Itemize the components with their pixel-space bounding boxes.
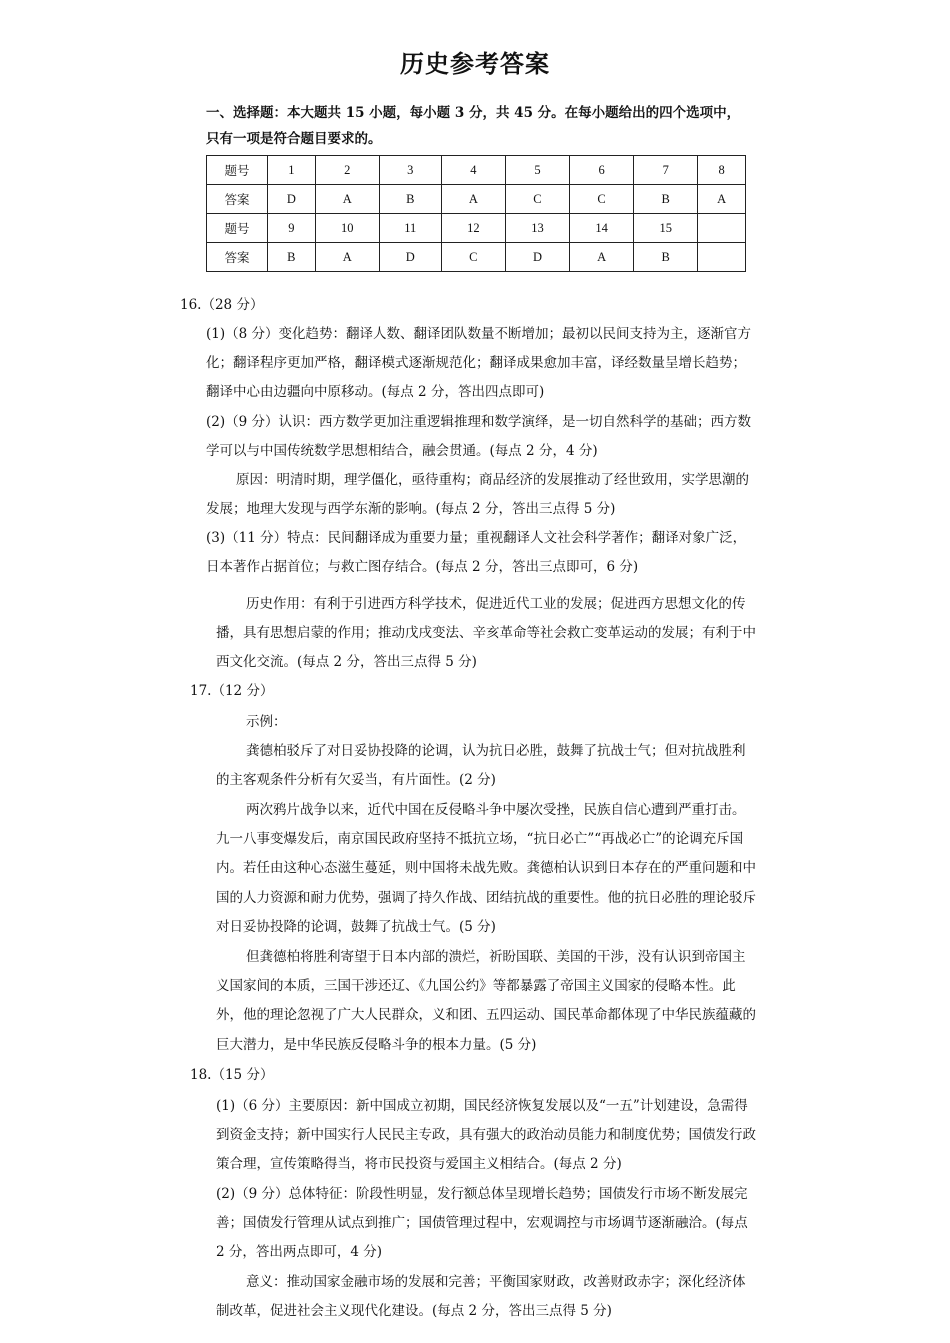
table-cell: B [634,185,698,214]
table-cell: A [698,185,746,214]
q17-example-label: 示例： [246,714,287,730]
table-cell [698,243,746,272]
table-cell: 9 [268,214,316,243]
table-cell: D [268,185,316,214]
table-row [207,156,746,185]
table-cell: A [441,185,505,214]
table-cell: D [379,243,441,272]
q17-paragraph-3: 但龚德柏将胜利寄望于日本内部的溃烂，祈盼国联、美国的干涉，没有认识到帝国主义国家间的本质，三国干涉还辽、《九国公约》等都暴露了帝国主义国家的侵略本性。此外，他的理论忽视了广大人民群众，义和团、五四运动、国民革命都体现了中华民族蕴藏的巨大潜力，是中华民族反侵略斗争的根本力量。(5 分) [216,949,756,1053]
table-cell: 6 [570,156,634,185]
table-cell: 10 [315,214,379,243]
table-cell: 4 [441,156,505,185]
row-label: 答案 [207,185,268,214]
table-cell: 2 [315,156,379,185]
q16-part1: (1)（8 分）变化趋势：翻译人数、翻译团队数量不断增加；最初以民间支持为主，逐渐官方化；翻译程序更加严格，翻译模式逐渐规范化；翻译成果愈加丰富，译经数量呈增长趋势；翻译中心由边疆向中原移动。(每点 2 分，答出四点即可) [206,326,752,401]
q18-part1: (1)（6 分）主要原因：新中国成立初期，国民经济恢复发展以及“一五”计划建设，急需得到资金支持；新中国实行人民民主专政，具有强大的政治动员能力和制度优势；国债发行政策合理，宣传策略得当，将市民投资与爱国主义相结合。(每点 2 分) [216,1098,756,1173]
table-cell: C [570,185,634,214]
section1-intro: 一、选择题：本大题共 15 小题，每小题 3 分，共 45 分。在每小题给出的四个选项中，只有一项是符合题目要求的。 [206,105,741,147]
table-cell: 15 [634,214,698,243]
table-cell: B [268,243,316,272]
table-row [207,185,746,214]
table-cell: A [570,243,634,272]
table-row [207,243,746,272]
q18-part2-significance: 意义：推动国家金融市场的发展和完善；平衡国家财政，改善财政赤字；深化经济体制改革，促进社会主义现代化建设。(每点 2 分，答出三点得 5 分) [216,1274,746,1320]
table-row [207,214,746,243]
answer-table [206,155,746,272]
table-cell: A [315,243,379,272]
table-cell: 5 [505,156,569,185]
q18-heading: 18.（15 分） [190,1067,274,1083]
table-cell: 11 [379,214,441,243]
page-title: 历史参考答案 [400,49,550,78]
table-cell: D [505,243,569,272]
q16-part2: (2)（9 分）认识：西方数学更加注重逻辑推理和数学演绎，是一切自然科学的基础；西方数学可以与中国传统数学思想相结合，融会贯通。(每点 2 分，4 分) [206,414,752,460]
table-cell: 3 [379,156,441,185]
table-cell: C [505,185,569,214]
table-cell: 14 [570,214,634,243]
table-cell: 7 [634,156,698,185]
table-cell [698,214,746,243]
row-label: 答案 [207,243,268,272]
table-cell: 1 [268,156,316,185]
q16-part2-reason: 原因：明清时期，理学僵化，亟待重构；商品经济的发展推动了经世致用，实学思潮的发展；地理大发现与西学东渐的影响。(每点 2 分，答出三点得 5 分) [206,472,749,518]
q17-paragraph-2: 两次鸦片战争以来，近代中国在反侵略斗争中屡次受挫，民族自信心遭到严重打击。九一八事变爆发后，南京国民政府坚持不抵抗立场，“抗日必亡”“再战必亡”的论调充斥国内。若任由这种心态滋生蔓延，则中国将未战先败。龚德柏认识到日本存在的严重问题和中国的人力资源和耐力优势，强调了持久作战、团结抗战的重要性。他的抗日必胜的理论驳斥对日妥协投降的论调，鼓舞了抗战士气。(5 分) [216,802,756,935]
row-label: 题号 [207,156,268,185]
table-cell: B [634,243,698,272]
table-cell: C [441,243,505,272]
q18-part2: (2)（9 分）总体特征：阶段性明显，发行额总体呈现增长趋势；国债发行市场不断发展完善；国债发行管理从试点到推广；国债管理过程中，宏观调控与市场调节逐渐融洽。(每点 2 分，答出两点即可，4 分) [216,1186,748,1261]
table-cell: 12 [441,214,505,243]
table-cell: B [379,185,441,214]
table-cell: 13 [505,214,569,243]
q17-heading: 17.（12 分） [190,683,274,699]
row-label: 题号 [207,214,268,243]
q17-paragraph-1: 龚德柏驳斥了对日妥协投降的论调，认为抗日必胜，鼓舞了抗战士气；但对抗战胜利的主客观条件分析有欠妥当，有片面性。(2 分) [216,743,746,789]
table-cell: 8 [698,156,746,185]
q16-part3: (3)（11 分）特点：民间翻译成为重要力量；重视翻译人文社会科学著作；翻译对象广泛，日本著作占据首位；与救亡图存结合。(每点 2 分，答出三点即可，6 分) [206,530,747,576]
table-cell: A [315,185,379,214]
q16-part3-effect: 历史作用：有利于引进西方科学技术，促进近代工业的发展；促进西方思想文化的传播，具有思想启蒙的作用；推动戊戌变法、辛亥革命等社会救亡变革运动的发展；有利于中西文化交流。(每点 2 分，答出三点得 5 分) [216,596,756,671]
q16-heading: 16.（28 分） [180,297,264,313]
